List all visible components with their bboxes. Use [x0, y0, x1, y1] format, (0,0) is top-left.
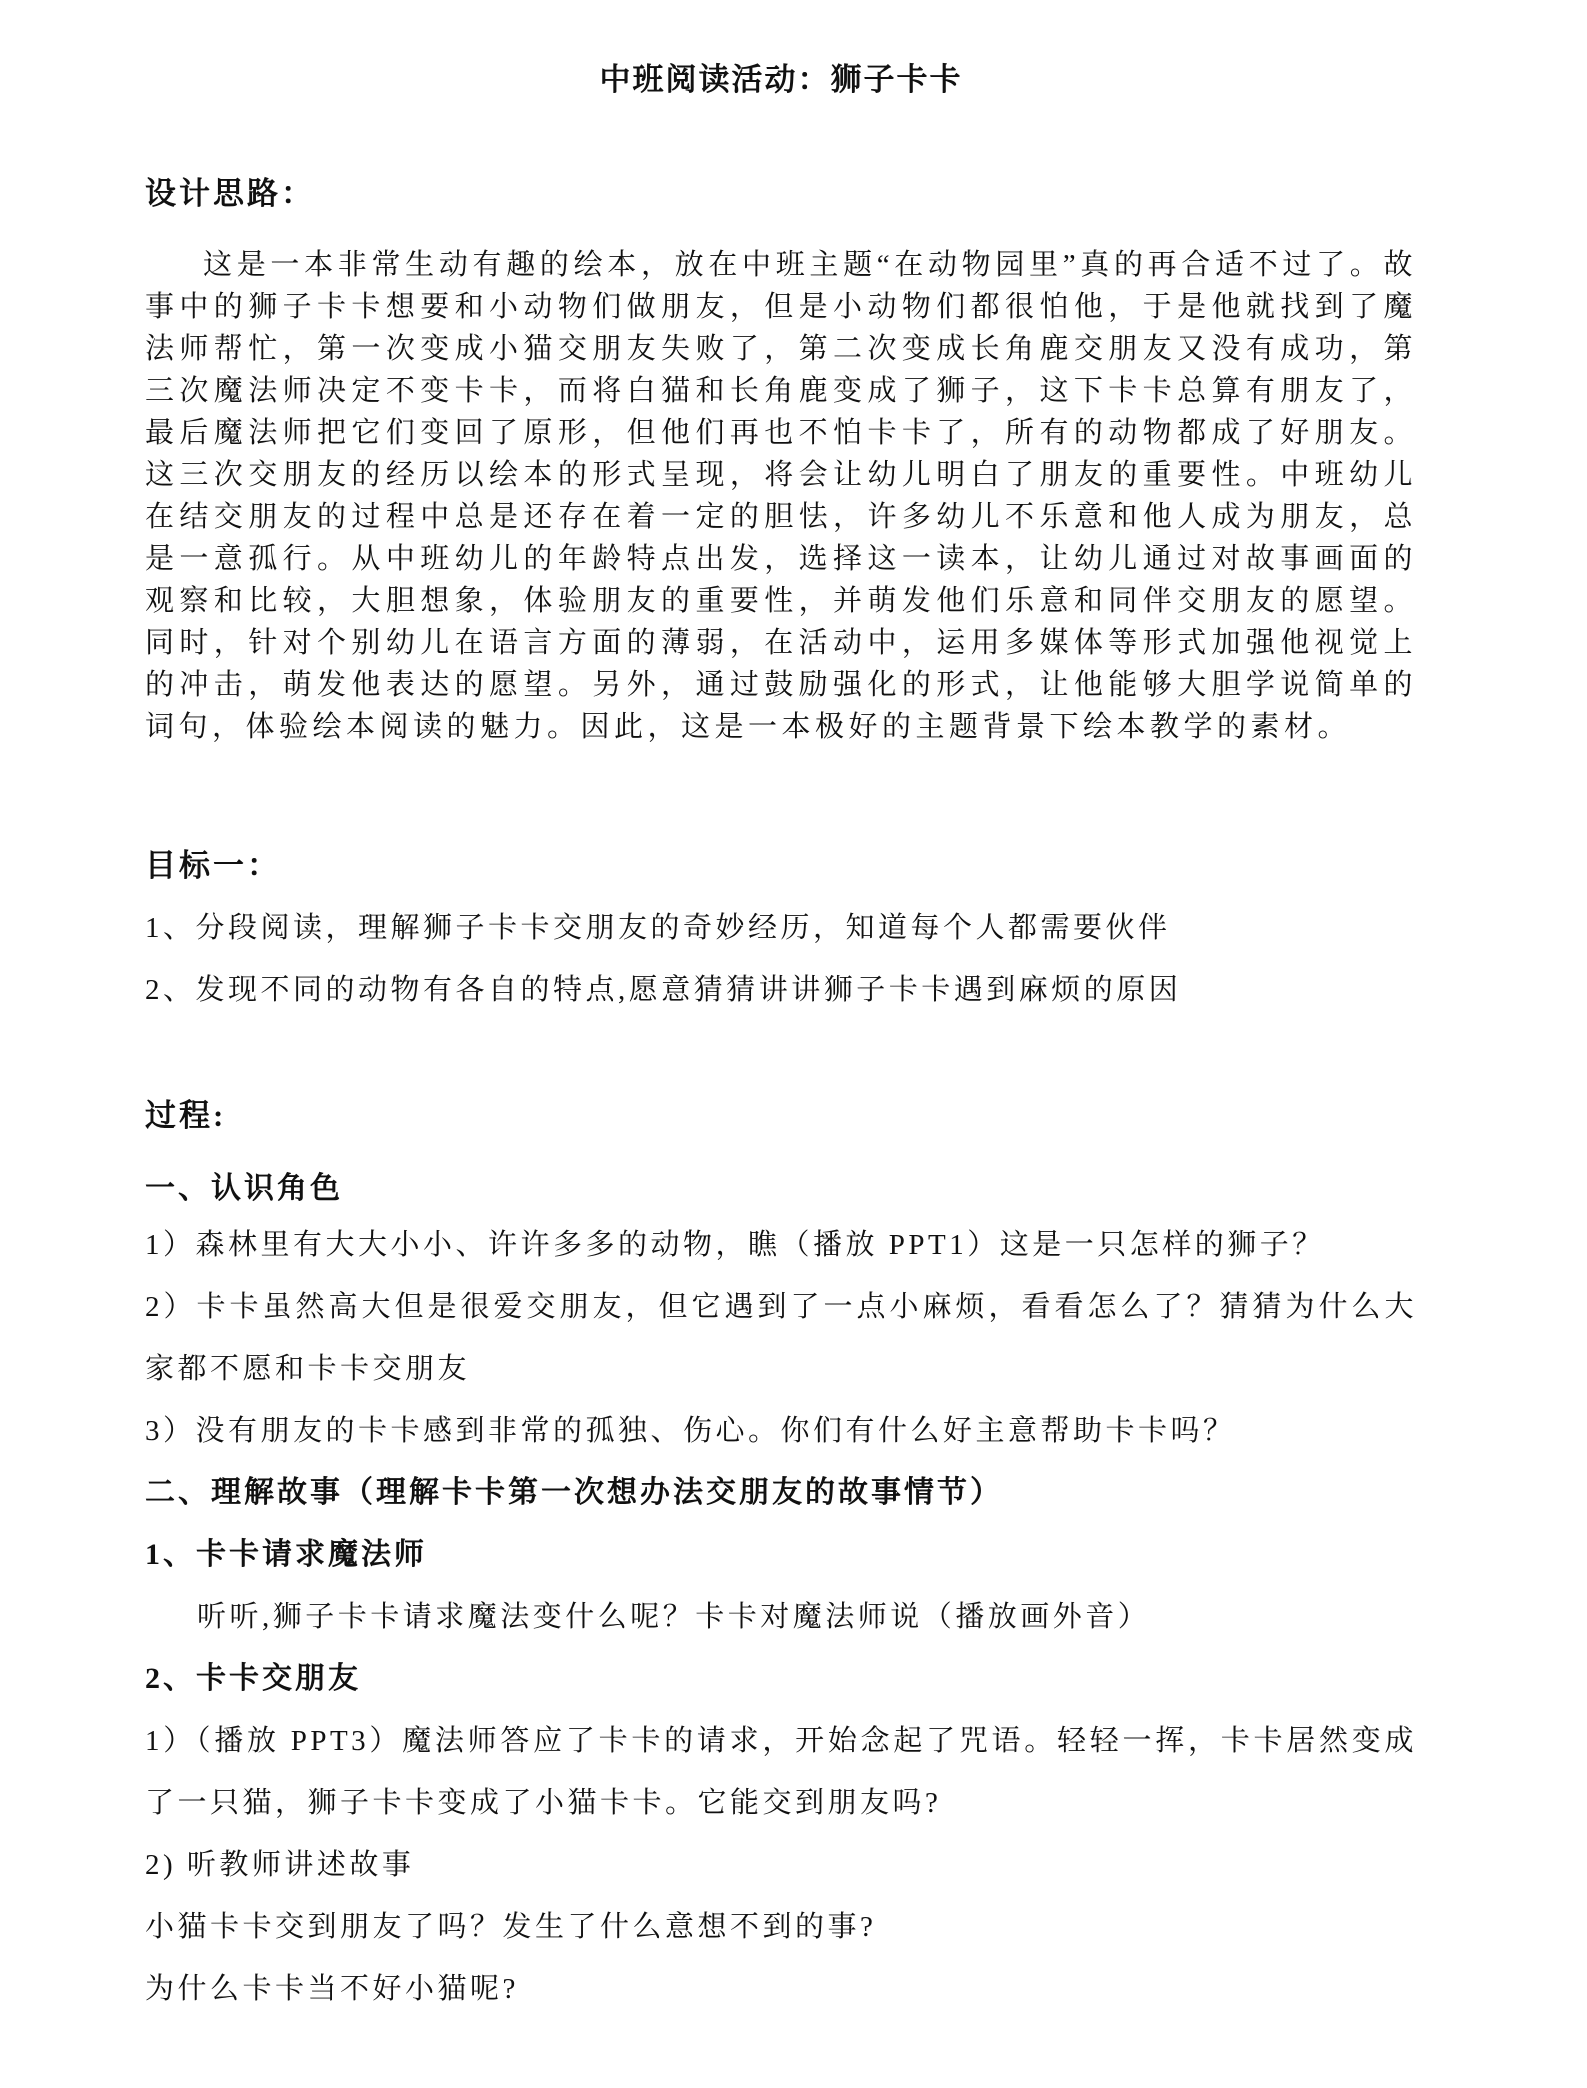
- doc-title: 中班阅读活动：狮子卡卡: [599, 62, 963, 97]
- design-paragraph: 这是一本非常生动有趣的绘本，放在中班主题“在动物园里”真的再合适不过了。故事中的狮子卡卡想要和小动物们做朋友，但是小动物们都很怕他，于是他就找到了魔法师帮忙，第一次变成小猫交朋友失败了，第二次变成长角鹿交朋友又没有成功，第三次魔法师决定不变卡卡，而将白猫和长角鹿变成了狮子，这下卡卡总算有朋友了，最后魔法师把它们变回了原形，但他们再也不怕卡卡了，所有的动物都成了好朋友。这三次交朋友的经历以绘本的形式呈现，将会让幼儿明白了朋友的重要性。中班幼儿在结交朋友的过程中总是还存在着一定的胆怯，许多幼儿不乐意和他人成为朋友，总是一意孤行。从中班幼儿的年龄特点出发，选择这一读本，让幼儿通过对故事画面的观察和比较，大胆想象，体验朋友的重要性，并萌发他们乐意和同伴交朋友的愿望。同时，针对个别幼儿在语言方面的薄弱，在活动中，运用多媒体等形式加强他视觉上的冲击，萌发他表达的愿望。另外，通过鼓励强化的形式，让他能够大胆学说简单的词句，体验绘本阅读的魅力。因此，这是一本极好的主题背景下绘本教学的素材。: [145, 249, 1417, 743]
- design-heading: 设计思路：: [145, 176, 315, 211]
- section1-line-2: 2）卡卡虽然高大但是很爱交朋友，但它遇到了一点小麻烦，看看怎么了？猜猜为什么大家都不愿和卡卡交朋友: [145, 1291, 1417, 1385]
- process-heading: 过程:: [145, 1098, 227, 1133]
- section2-sub2-line-2: 2) 听教师讲述故事: [145, 1849, 415, 1881]
- goals-heading: 目标一：: [145, 848, 281, 883]
- section2-sub2-line-1: 1）（播放 PPT3）魔法师答应了卡卡的请求，开始念起了咒语。轻轻一挥，卡卡居然变成了一只猫，狮子卡卡变成了小猫卡卡。它能交到朋友吗?: [145, 1725, 1417, 1819]
- goal-item-2: 2、发现不同的动物有各自的特点,愿意猜猜讲讲狮子卡卡遇到麻烦的原因: [145, 974, 1182, 1006]
- section1-heading: 一、认识角色: [145, 1172, 343, 1205]
- section2-sub2-line-3: 小猫卡卡交到朋友了吗？发生了什么意想不到的事?: [145, 1911, 877, 1943]
- section2-sub2-heading: 2、卡卡交朋友: [145, 1662, 361, 1695]
- section2-sub2-line-4: 为什么卡卡当不好小猫呢?: [145, 1973, 519, 2005]
- section2-sub1-heading: 1、卡卡请求魔法师: [145, 1538, 427, 1571]
- section2-sub1-line: 听听,狮子卡卡请求魔法变什么呢？卡卡对魔法师说（播放画外音）: [197, 1601, 1151, 1633]
- section1-line-1: 1）森林里有大大小小、许许多多的动物，瞧（播放 PPT1）这是一只怎样的狮子？: [145, 1229, 1325, 1261]
- section1-line-3: 3）没有朋友的卡卡感到非常的孤独、伤心。你们有什么好主意帮助卡卡吗？: [145, 1415, 1236, 1447]
- goal-item-1: 1、分段阅读，理解狮子卡卡交朋友的奇妙经历，知道每个人都需要伙伴: [145, 912, 1171, 944]
- section2-heading: 二、理解故事（理解卡卡第一次想办法交朋友的故事情节）: [145, 1476, 1003, 1509]
